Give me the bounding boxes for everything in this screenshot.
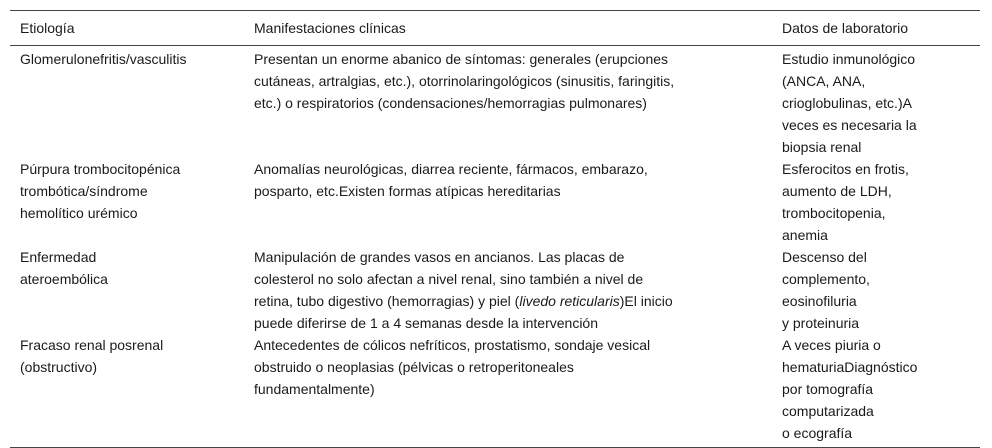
table-row — [10, 334, 980, 448]
cell-line: colesterol no solo afectan a nivel renal, sino también a nivel de — [254, 271, 644, 287]
cell-line: hemolítico urémico — [20, 205, 138, 221]
cell-line: trombocitopenia, — [782, 205, 886, 221]
cell-line: Esferocitos en frotis, — [782, 161, 909, 177]
cell-line: hematuriaDiagnóstico — [782, 359, 918, 375]
cell-line: Púrpura trombocitopénica — [20, 161, 181, 177]
table-header-row — [10, 11, 980, 46]
cell-etiologia — [10, 158, 244, 246]
cell-line: ateroembólica — [20, 271, 108, 287]
cell-line: (obstructivo) — [20, 359, 98, 375]
header-manifestaciones: Manifestaciones clínicas — [244, 11, 772, 46]
cell-manifestaciones — [244, 158, 772, 246]
cell-manifestaciones — [244, 246, 772, 334]
cell-etiologia — [10, 334, 244, 448]
cell-line: Descenso del — [782, 249, 867, 265]
cell-line: posparto, etc.Existen formas atípicas hereditarias — [254, 183, 561, 199]
cell-manifestaciones — [244, 334, 772, 448]
etiology-table — [10, 10, 980, 448]
etiology-table-container — [10, 10, 980, 448]
cell-line: veces es necesaria la — [782, 117, 917, 133]
cell-etiologia — [10, 46, 244, 159]
cell-line: Enfermedad — [20, 249, 97, 265]
cell-line: biopsia renal — [782, 139, 862, 155]
header-etiologia: Etiología — [10, 11, 244, 46]
cell-line: puede diferirse de 1 a 4 semanas desde la intervención — [254, 315, 598, 331]
cell-text: retina, tubo digestivo (hemorragias) y piel ( — [254, 293, 520, 309]
cell-laboratorio — [772, 334, 980, 448]
cell-line: aumento de LDH, — [782, 183, 892, 199]
cell-line: Fracaso renal posrenal — [20, 337, 164, 353]
cell-line: eosinofiluria — [782, 293, 857, 309]
cell-line-mixed — [254, 290, 772, 312]
cell-laboratorio — [772, 246, 980, 334]
table-row — [10, 158, 980, 246]
cell-line: o ecografía — [782, 425, 853, 441]
header-laboratorio: Datos de laboratorio — [772, 11, 980, 46]
cell-text: )El inicio — [619, 293, 673, 309]
cell-line: Antecedentes de cólicos nefríticos, prostatismo, sondaje vesical — [254, 337, 651, 353]
cell-line: Estudio inmunológico — [782, 51, 916, 67]
cell-line: fundamentalmente) — [254, 381, 375, 397]
table-row — [10, 246, 980, 334]
cell-line: crioglobulinas, etc.)A — [782, 95, 912, 111]
cell-line: etc.) o respiratorios (condensaciones/hemorragias pulmonares) — [254, 95, 647, 111]
cell-line: obstruido o neoplasias (pélvicas o retroperitoneales — [254, 359, 574, 375]
cell-line: Glomerulonefritis/vasculitis — [20, 51, 187, 67]
cell-laboratorio — [772, 46, 980, 159]
cell-line: trombótica/síndrome — [20, 183, 148, 199]
cell-line: Presentan un enorme abanico de síntomas: generales (erupciones — [254, 51, 669, 67]
italic-term: livedo reticularis — [519, 293, 620, 309]
cell-manifestaciones — [244, 46, 772, 159]
cell-line: (ANCA, ANA, — [782, 73, 866, 89]
cell-line: por tomografía — [782, 381, 874, 397]
cell-line: A veces piuria o — [782, 337, 881, 353]
cell-line: anemia — [782, 227, 828, 243]
cell-line: computarizada — [782, 403, 874, 419]
cell-etiologia — [10, 246, 244, 334]
cell-line: Manipulación de grandes vasos en ancianos. Las placas de — [254, 249, 625, 265]
cell-line: Anomalías neurológicas, diarrea reciente, fármacos, embarazo, — [254, 161, 648, 177]
cell-line: y proteinuria — [782, 315, 860, 331]
cell-laboratorio — [772, 158, 980, 246]
cell-line: cutáneas, artralgias, etc.), otorrinolaringológicos (sinusitis, faringitis, — [254, 73, 675, 89]
cell-line: complemento, — [782, 271, 870, 287]
table-row — [10, 46, 980, 159]
